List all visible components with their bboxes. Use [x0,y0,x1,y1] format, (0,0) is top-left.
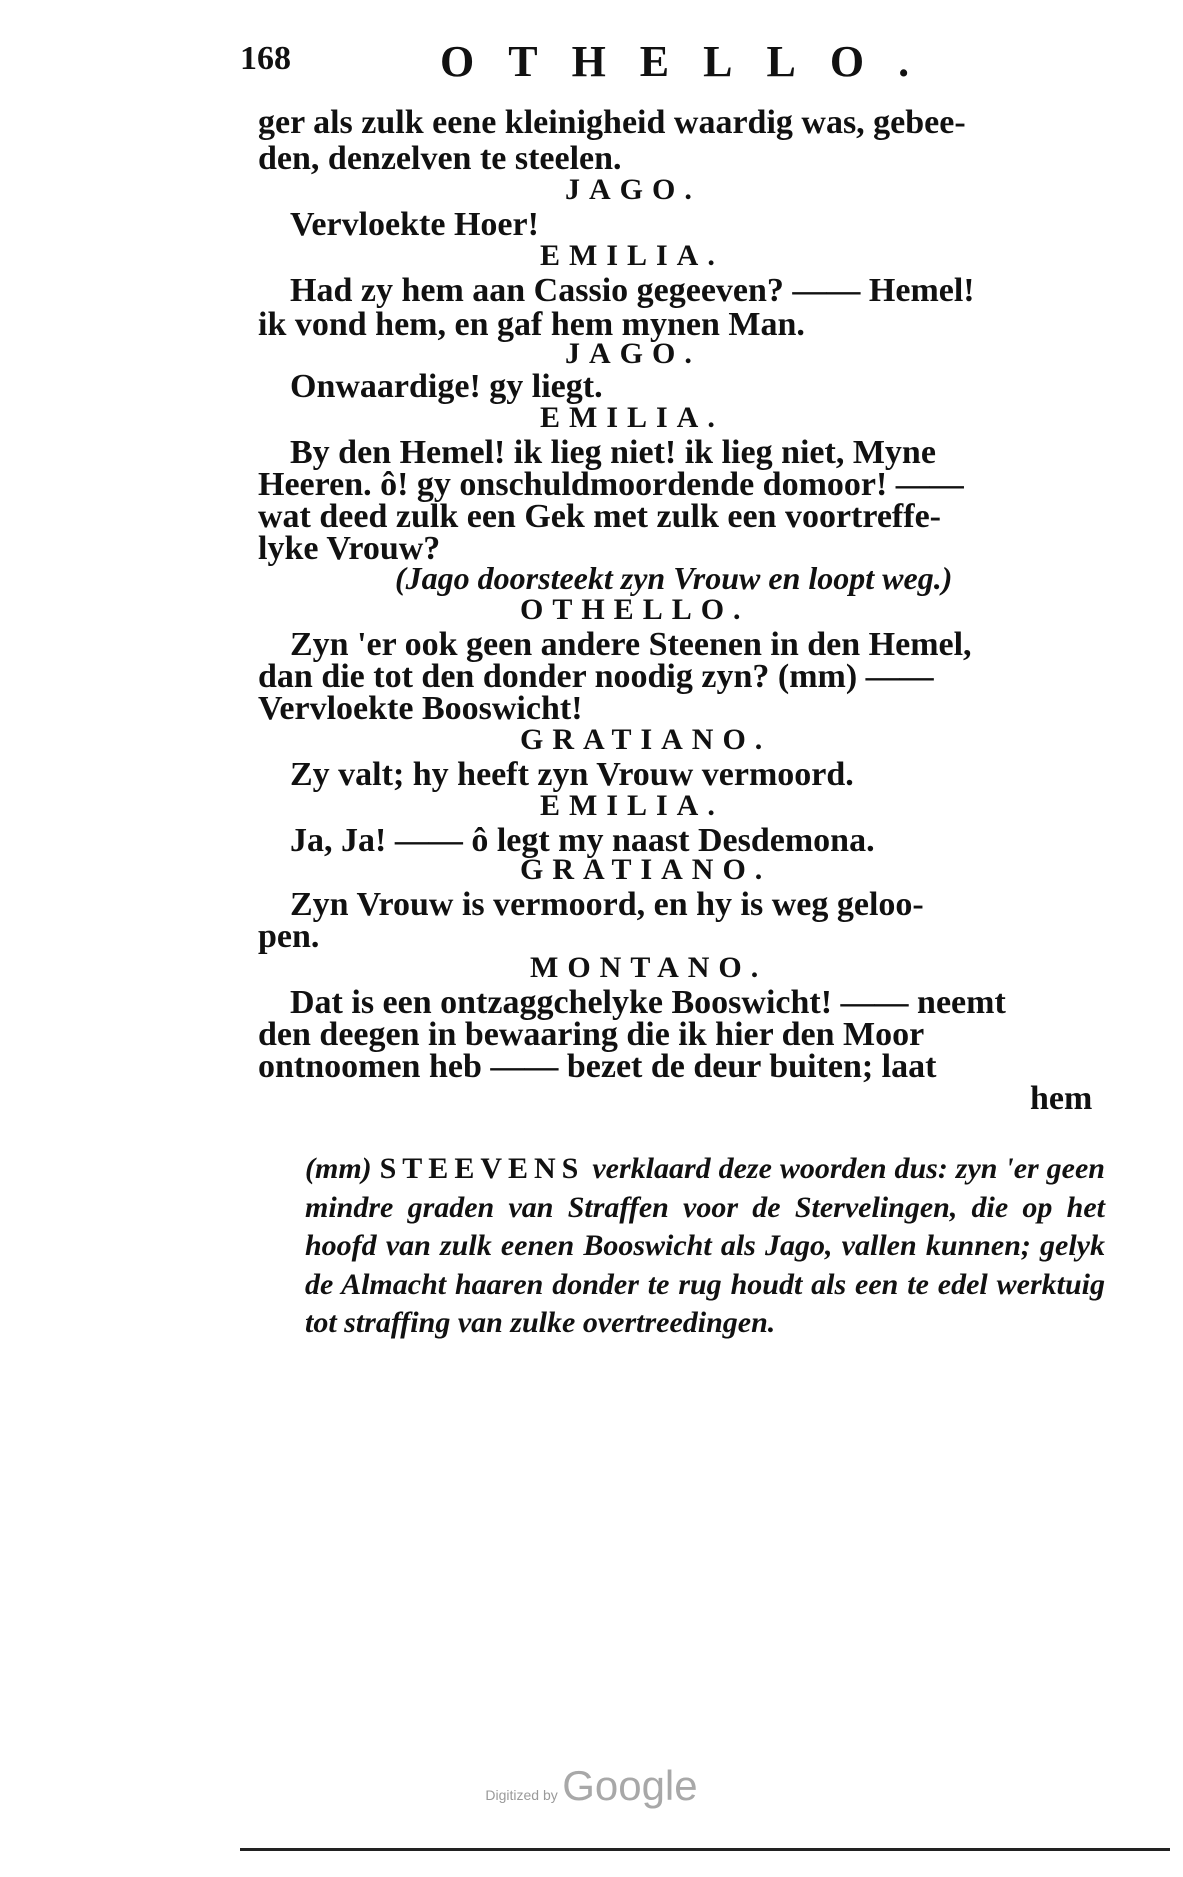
text-line: wat deed zulk een Gek met zulk een voortreffe- [258,498,941,535]
speaker-label: EMILIA. [540,239,724,272]
text-line: By den Hemel! ik lieg niet! ik lieg niet, Myne [290,434,936,471]
page-number: 168 [240,40,291,77]
page-header [0,36,1183,86]
catchword: hem [1030,1080,1093,1117]
speaker-label: JAGO. [565,173,701,206]
speaker-label: EMILIA. [540,789,724,822]
footnote-mark: (mm) [305,1152,372,1185]
google-logo: Google [562,1762,698,1809]
bottom-rule [240,1848,1170,1851]
text-line: ontnoomen heb —— bezet de deur buiten; laat [258,1048,937,1085]
text-line: Heeren. ô! gy onschuldmoordende domoor! —— [258,466,964,503]
footnote [305,1150,1105,1343]
watermark-small-text: Digitized by [485,1787,558,1803]
speaker-label: OTHELLO. [520,593,750,626]
speaker-label: GRATIANO. [520,723,772,756]
speaker-label: EMILIA. [540,401,724,434]
text-line: pen. [258,918,320,955]
text-line: Vervloekte Hoer! [290,206,539,243]
digitized-watermark [0,1762,1183,1810]
text-line: Zy valt; hy heeft zyn Vrouw vermoord. [290,756,854,793]
stage-direction: (Jago doorsteekt zyn Vrouw en loopt weg.) [395,560,953,596]
speaker-label: GRATIANO. [520,853,772,886]
text-line: Had zy hem aan Cassio gegeeven? —— Hemel! [290,272,975,309]
text-line: ger als zulk eene kleinigheid waardig was, gebee- [258,104,966,141]
text-line: den deegen in bewaaring die ik hier den Moor [258,1016,925,1053]
running-title: OTHELLO. [440,37,944,86]
text-line: dan die tot den donder noodig zyn? (mm) —— [258,658,934,695]
text-line: Zyn 'er ook geen andere Steenen in den Hemel, [290,626,972,663]
footnote-text: verklaard deze woorden dus: zyn 'er geen mindre graden van Straffen voor de Stervelingen, die op het hoofd van zulk eenen Booswicht als Jago, vallen kunnen; gelyk de Almacht haaren donder te rug houdt als een te edel werktuig tot straffing van zulke overtreedingen. [305,1152,1105,1339]
speaker-label: JAGO. [565,337,701,370]
text-line: den, denzelven te steelen. [258,140,622,177]
text-line: ik vond hem, en gaf hem mynen Man. [258,306,805,343]
text-line: Zyn Vrouw is vermoord, en hy is weg geloo- [290,886,924,923]
footnote-author: STEEVENS [379,1152,585,1185]
text-line: Ja, Ja! —— ô legt my naast Desdemona. [290,822,875,859]
text-line: Onwaardige! gy liegt. [290,368,603,405]
speaker-label: MONTANO. [530,951,768,984]
text-line: lyke Vrouw? [258,530,441,567]
text-line: Dat is een ontzaggchelyke Booswicht! —— neemt [290,984,1006,1021]
text-line: Vervloekte Booswicht! [258,690,583,727]
